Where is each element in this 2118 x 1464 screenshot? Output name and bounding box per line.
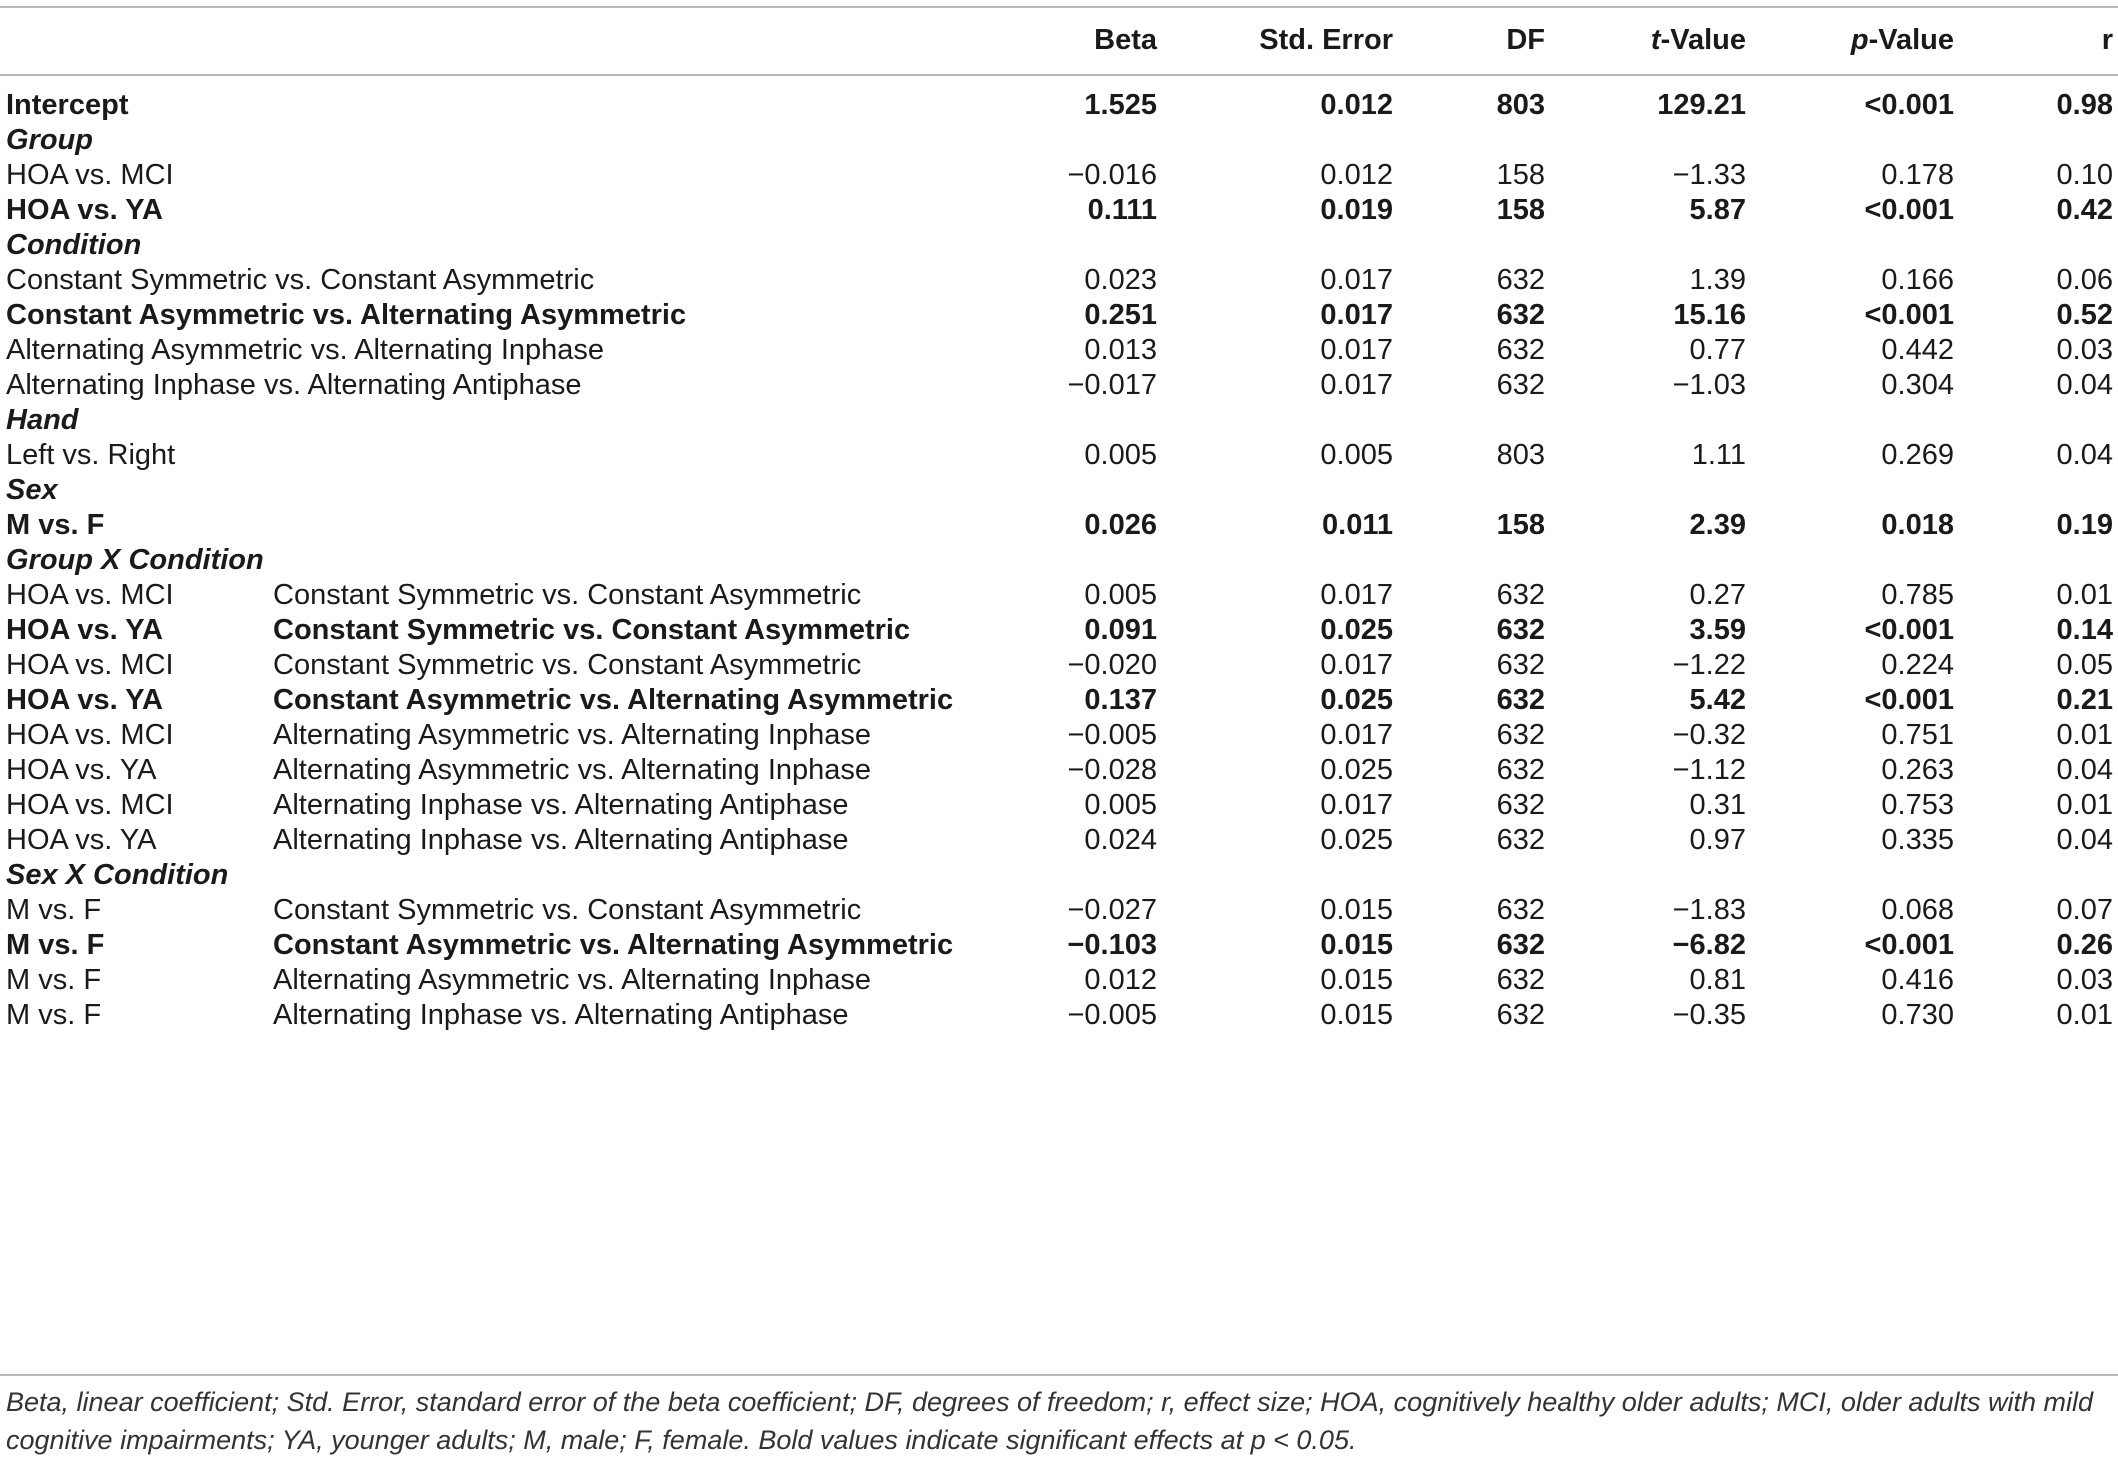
cell-t-value: 3.59 (1689, 614, 1746, 646)
row-label: Constant Symmetric vs. Constant Asymmetric (6, 264, 595, 296)
cell-t-value: 15.16 (1673, 299, 1746, 331)
cell-t-value: −1.03 (1672, 369, 1746, 401)
row-sublabel: Constant Asymmetric vs. Alternating Asymmetric (273, 684, 954, 716)
table-row (0, 992, 2118, 1039)
cell-t-value: 129.21 (1657, 89, 1746, 121)
cell-p-value: <0.001 (1864, 299, 1954, 331)
row-label: Left vs. Right (6, 439, 176, 471)
cell-std-error: 0.011 (1322, 509, 1393, 541)
row-label: HOA vs. YA (6, 194, 163, 226)
row-label: M vs. F (6, 894, 102, 926)
row-sublabel: Alternating Inphase vs. Alternating Antiphase (273, 999, 849, 1031)
cell-p-value: <0.001 (1864, 194, 1954, 226)
row-label: M vs. F (6, 509, 105, 541)
cell-beta: 0.005 (1084, 439, 1157, 471)
cell-df: 632 (1496, 334, 1545, 366)
cell-std-error: 0.025 (1320, 684, 1393, 716)
cell-df: 632 (1496, 579, 1545, 611)
cell-df: 803 (1496, 439, 1545, 471)
cell-r: 0.03 (2056, 334, 2113, 366)
cell-t-value: 1.11 (1691, 439, 1746, 471)
cell-r: 0.10 (2056, 159, 2113, 191)
cell-p-value: 0.018 (1881, 509, 1954, 541)
cell-beta: 0.251 (1084, 299, 1157, 331)
row-label: HOA vs. YA (6, 754, 157, 786)
header-t-rest: -Value (1660, 24, 1746, 56)
cell-r: 0.21 (2056, 684, 2113, 716)
cell-std-error: 0.017 (1320, 719, 1393, 751)
cell-r: 0.19 (2056, 509, 2113, 541)
cell-df: 632 (1496, 894, 1545, 926)
cell-df: 632 (1496, 369, 1545, 401)
row-sublabel: Alternating Asymmetric vs. Alternating Inphase (273, 754, 872, 786)
cell-df: 158 (1496, 159, 1545, 191)
header-p-italic: p (1850, 24, 1869, 56)
section-heading: Sex (6, 474, 58, 506)
cell-t-value: 0.81 (1689, 964, 1746, 996)
cell-p-value: <0.001 (1864, 684, 1954, 716)
header-r: r (2101, 24, 2113, 56)
cell-r: 0.04 (2056, 369, 2113, 401)
row-sublabel: Alternating Inphase vs. Alternating Antiphase (273, 824, 849, 856)
cell-beta: −0.027 (1067, 894, 1157, 926)
section-heading: Group (6, 124, 93, 156)
cell-df: 632 (1496, 264, 1545, 296)
cell-r: 0.42 (2056, 194, 2113, 226)
row-label: Intercept (6, 89, 129, 121)
table-header-row (0, 17, 2118, 64)
cell-r: 0.01 (2056, 579, 2113, 611)
row-label: HOA vs. MCI (6, 719, 174, 751)
cell-beta: 0.005 (1084, 789, 1157, 821)
cell-p-value: <0.001 (1864, 614, 1954, 646)
cell-r: 0.04 (2056, 439, 2113, 471)
cell-t-value: −1.22 (1672, 649, 1746, 681)
row-sublabel: Alternating Inphase vs. Alternating Antiphase (273, 789, 849, 821)
cell-r: 0.06 (2056, 264, 2113, 296)
cell-beta: 0.026 (1084, 509, 1157, 541)
cell-r: 0.14 (2056, 614, 2113, 646)
header-p-rest: -Value (1868, 24, 1954, 56)
cell-r: 0.05 (2056, 649, 2113, 681)
row-label: M vs. F (6, 964, 102, 996)
cell-p-value: 0.166 (1881, 264, 1954, 296)
row-label: HOA vs. YA (6, 684, 163, 716)
section-heading: Group X Condition (6, 544, 264, 576)
cell-df: 632 (1496, 929, 1545, 961)
row-label: M vs. F (6, 999, 102, 1031)
cell-p-value: 0.269 (1881, 439, 1954, 471)
cell-beta: −0.005 (1067, 719, 1157, 751)
cell-p-value: 0.730 (1881, 999, 1954, 1031)
cell-std-error: 0.019 (1320, 194, 1393, 226)
header-t-italic: t (1650, 24, 1661, 56)
cell-r: 0.01 (2056, 719, 2113, 751)
cell-p-value: <0.001 (1864, 89, 1954, 121)
cell-p-value: 0.335 (1881, 824, 1954, 856)
cell-std-error: 0.017 (1320, 264, 1393, 296)
cell-t-value: −6.82 (1672, 929, 1746, 961)
cell-t-value: 2.39 (1689, 509, 1746, 541)
cell-std-error: 0.017 (1320, 299, 1393, 331)
cell-beta: −0.020 (1067, 649, 1157, 681)
cell-t-value: 5.42 (1689, 684, 1746, 716)
header-df: DF (1506, 24, 1545, 56)
cell-std-error: 0.012 (1320, 159, 1393, 191)
table-bottom-rule (0, 1374, 2118, 1376)
cell-beta: −0.103 (1067, 929, 1157, 961)
cell-beta: 0.091 (1084, 614, 1157, 646)
cell-std-error: 0.015 (1320, 999, 1393, 1031)
cell-std-error: 0.017 (1320, 579, 1393, 611)
header-std-error: Std. Error (1259, 24, 1393, 56)
cell-t-value: −0.35 (1672, 999, 1746, 1031)
cell-r: 0.03 (2056, 964, 2113, 996)
cell-t-value: −1.12 (1672, 754, 1746, 786)
cell-beta: 1.525 (1084, 89, 1157, 121)
cell-std-error: 0.017 (1320, 334, 1393, 366)
row-label: Constant Asymmetric vs. Alternating Asymmetric (6, 299, 687, 331)
cell-beta: 0.012 (1084, 964, 1157, 996)
cell-p-value: 0.178 (1881, 159, 1954, 191)
cell-std-error: 0.017 (1320, 649, 1393, 681)
cell-df: 632 (1496, 964, 1545, 996)
cell-t-value: 0.77 (1689, 334, 1746, 366)
cell-beta: 0.111 (1087, 194, 1157, 226)
cell-t-value: 0.27 (1689, 579, 1746, 611)
cell-beta: 0.005 (1084, 579, 1157, 611)
cell-r: 0.01 (2056, 999, 2113, 1031)
section-heading: Hand (6, 404, 79, 436)
cell-t-value: −1.33 (1672, 159, 1746, 191)
row-sublabel: Constant Symmetric vs. Constant Asymmetric (273, 649, 862, 681)
cell-df: 632 (1496, 649, 1545, 681)
row-sublabel: Constant Symmetric vs. Constant Asymmetric (273, 894, 862, 926)
cell-r: 0.07 (2056, 894, 2113, 926)
cell-df: 632 (1496, 824, 1545, 856)
table-header-rule (0, 74, 2118, 76)
cell-df: 632 (1496, 754, 1545, 786)
cell-r: 0.52 (2056, 299, 2113, 331)
cell-beta: 0.137 (1084, 684, 1157, 716)
cell-t-value: 5.87 (1689, 194, 1746, 226)
section-heading: Condition (6, 229, 142, 261)
cell-beta: −0.005 (1067, 999, 1157, 1031)
cell-beta: −0.028 (1067, 754, 1157, 786)
cell-std-error: 0.025 (1320, 824, 1393, 856)
cell-p-value: 0.304 (1881, 369, 1954, 401)
cell-df: 632 (1496, 719, 1545, 751)
cell-p-value: 0.753 (1881, 789, 1954, 821)
cell-std-error: 0.017 (1320, 369, 1393, 401)
cell-df: 632 (1496, 999, 1545, 1031)
header-beta: Beta (1094, 24, 1157, 56)
cell-p-value: 0.416 (1881, 964, 1954, 996)
row-label: HOA vs. YA (6, 614, 163, 646)
table-footnote: Beta, linear coefficient; Std. Error, standard error of the beta coefficient; DF, degrees of freedom; r, effect size; HOA, cognitively healthy older adults; MCI, older adults with mild cognitive impairments; YA, younger adults; M, male; F, female. Bold values indicate significant effects at p < 0.05. (6, 1387, 2094, 1455)
row-label: HOA vs. MCI (6, 579, 174, 611)
cell-df: 803 (1496, 89, 1545, 121)
cell-df: 158 (1496, 194, 1545, 226)
cell-r: 0.01 (2056, 789, 2113, 821)
cell-p-value: 0.068 (1881, 894, 1954, 926)
cell-t-value: 1.39 (1689, 264, 1746, 296)
cell-p-value: <0.001 (1864, 929, 1954, 961)
header-p-value (1851, 17, 1954, 64)
row-sublabel: Constant Symmetric vs. Constant Asymmetric (273, 579, 862, 611)
cell-beta: 0.023 (1084, 264, 1157, 296)
row-label: Alternating Inphase vs. Alternating Antiphase (6, 369, 582, 401)
cell-beta: −0.017 (1067, 369, 1157, 401)
cell-std-error: 0.015 (1320, 964, 1393, 996)
cell-r: 0.98 (2056, 89, 2113, 121)
cell-std-error: 0.017 (1320, 789, 1393, 821)
cell-beta: −0.016 (1067, 159, 1157, 191)
cell-r: 0.04 (2056, 824, 2113, 856)
row-sublabel: Constant Asymmetric vs. Alternating Asymmetric (273, 929, 954, 961)
cell-std-error: 0.015 (1320, 929, 1393, 961)
row-label: HOA vs. MCI (6, 649, 174, 681)
cell-std-error: 0.012 (1320, 89, 1393, 121)
cell-std-error: 0.015 (1320, 894, 1393, 926)
cell-std-error: 0.005 (1320, 439, 1393, 471)
cell-r: 0.04 (2056, 754, 2113, 786)
cell-df: 632 (1496, 299, 1545, 331)
cell-t-value: −1.83 (1672, 894, 1746, 926)
cell-df: 632 (1496, 614, 1545, 646)
cell-t-value: −0.32 (1672, 719, 1746, 751)
row-label: M vs. F (6, 929, 105, 961)
cell-p-value: 0.442 (1881, 334, 1954, 366)
row-label: HOA vs. MCI (6, 159, 174, 191)
cell-df: 632 (1496, 684, 1545, 716)
cell-r: 0.26 (2056, 929, 2113, 961)
cell-p-value: 0.263 (1881, 754, 1954, 786)
row-label: HOA vs. YA (6, 824, 157, 856)
row-label: Alternating Asymmetric vs. Alternating Inphase (6, 334, 605, 366)
section-heading: Sex X Condition (6, 859, 229, 891)
cell-beta: 0.013 (1084, 334, 1157, 366)
row-sublabel: Alternating Asymmetric vs. Alternating Inphase (273, 719, 872, 751)
cell-std-error: 0.025 (1320, 614, 1393, 646)
cell-t-value: 0.31 (1689, 789, 1746, 821)
row-sublabel: Alternating Asymmetric vs. Alternating Inphase (273, 964, 872, 996)
cell-beta: 0.024 (1084, 824, 1157, 856)
table-top-rule (0, 6, 2118, 8)
cell-std-error: 0.025 (1320, 754, 1393, 786)
header-t-value (1651, 17, 1746, 64)
cell-df: 158 (1496, 509, 1545, 541)
row-sublabel: Constant Symmetric vs. Constant Asymmetric (273, 614, 911, 646)
cell-p-value: 0.751 (1881, 719, 1954, 751)
cell-p-value: 0.785 (1881, 579, 1954, 611)
row-label: HOA vs. MCI (6, 789, 174, 821)
cell-p-value: 0.224 (1881, 649, 1954, 681)
cell-t-value: 0.97 (1689, 824, 1746, 856)
cell-df: 632 (1496, 789, 1545, 821)
